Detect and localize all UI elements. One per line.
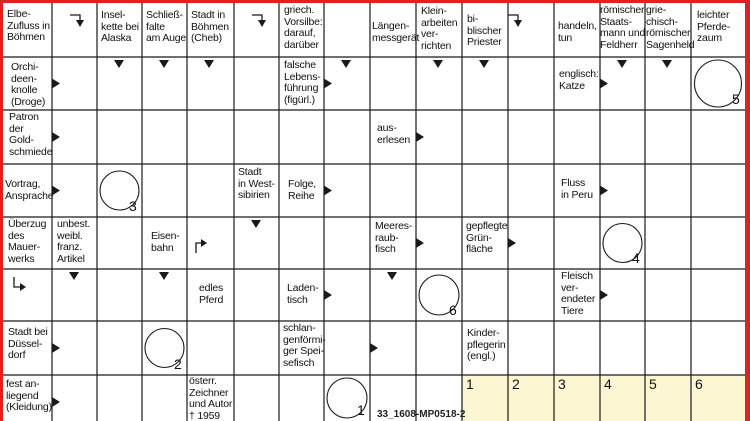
clue-c3 [146,10,186,45]
bent-arrow-line [14,277,20,287]
clue-c16 [9,112,52,158]
arrow-down-icon [204,60,214,68]
arrow-right-icon [324,186,332,196]
bent-arrow-down-icon [258,20,266,27]
clue-c15 [559,69,599,92]
clue-line: in West- [238,177,275,190]
clue-line: Kinder- [467,327,500,339]
clue-line: unbest. [57,218,91,230]
clue-line: Stadt [238,166,262,178]
clue-line: Vorsilbe: [284,15,323,28]
arrow-down-icon [69,272,79,280]
clue-line: sibirien [238,189,270,201]
clue-line: Eisen- [151,230,180,242]
circle-number: 4 [632,250,640,266]
clue-line: Insel- [101,9,126,21]
clue-line: Reihe [288,189,315,202]
clue-line: † 1959 [189,409,220,421]
clue-c26 [466,221,507,256]
clue-line: (Droge) [11,95,46,108]
clue-c34 [189,376,232,421]
bent-arrow-line [196,243,201,253]
clue-line: Klein- [421,5,447,17]
clue-line: richten [421,39,452,52]
clue-line: chisch- [646,15,678,28]
clue-c28 [287,283,319,306]
clue-line: kette bei [101,20,139,33]
arrow-down-icon [341,60,351,68]
clue-c29 [561,271,595,317]
solution-label: 2 [512,376,520,392]
clue-line: sefisch [283,356,315,369]
clue-c4 [191,10,229,45]
clue-line: Laden- [287,282,319,294]
clue-line: am Auge [146,32,187,44]
clue-line: schlan- [283,322,316,334]
clue-line: (Kleidung) [6,401,52,413]
clue-c12 [697,10,730,45]
solution-label: 6 [695,376,703,392]
clue-c23 [57,219,90,265]
circle-number: 2 [174,356,182,372]
clue-c22 [8,219,46,265]
clue-line: fest an- [6,378,40,390]
clue-line: Vortrag, [5,178,41,190]
clue-c2 [101,10,139,45]
clue-line: gepflegte [466,220,508,232]
solution-label: 5 [649,376,657,392]
clue-line: des [8,229,25,242]
clue-line: Stadt in [191,9,226,21]
clue-c10 [600,5,645,51]
clue-line: Gold- [9,134,34,146]
arrow-right-icon [324,290,332,300]
clue-c27 [199,283,223,306]
clue-c1 [7,9,50,44]
clue-line: Stadt bei [8,326,48,338]
clue-line: darüber [284,38,319,51]
arrow-down-icon [387,272,397,280]
arrow-right-icon [600,186,608,196]
clue-line: Schließ- [146,9,183,21]
clue-line: und Autor [189,398,233,410]
clue-line: englisch: [559,68,599,80]
clue-line: führung [284,82,319,94]
clue-line: franz. [57,241,83,253]
clue-c7 [421,6,457,52]
clue-line: Böhmen [7,31,45,43]
circle-number: 3 [129,198,137,214]
clue-line: handeln, [558,20,597,32]
clue-line: (engl.) [467,350,496,362]
clue-c24 [151,231,180,254]
clue-line: Artikel [57,252,85,265]
clue-c11 [646,5,694,51]
clue-c30 [8,327,48,362]
clue-line: Feldherr [600,38,638,51]
arrow-right-icon [370,343,378,353]
clue-line: edles [199,282,224,294]
clue-line: schmiede [9,145,53,158]
clue-line: arbeiten [421,16,458,29]
clue-c31 [283,323,326,369]
clue-line: römischer [600,4,645,16]
clue-line: falsche [284,59,316,71]
clue-line: der [9,122,24,135]
clue-c20 [288,179,316,202]
clue-c8 [467,14,502,49]
frame-top-edge [0,0,750,3]
arrow-down-icon [662,60,672,68]
solution-label: 3 [558,376,566,392]
frame-right-edge [745,0,750,421]
frame-left-edge [0,0,3,421]
arrow-right-icon [600,79,608,89]
clue-line: werks [8,252,35,265]
arrow-right-icon [416,132,424,142]
clue-line: Fleisch [561,270,593,282]
solution-label: 4 [604,376,612,392]
arrow-right-icon [324,79,332,89]
clue-line: (Cheb) [191,32,222,44]
clue-line: Zeichner [189,386,229,399]
clue-line: messgerät [372,31,420,44]
clue-line: deen- [11,72,37,85]
clue-line: darauf, [284,27,316,39]
clue-c17 [377,123,410,146]
clue-c18 [5,179,53,202]
arrow-right-icon [508,238,516,248]
clue-line: Düssel- [8,337,43,350]
clue-line: Tiere [561,304,584,317]
clue-line: Priester [467,36,502,48]
clue-line: Grün- [466,231,492,244]
clue-line: römischer [646,27,691,39]
clue-line: dorf [8,349,26,361]
clue-line: Alaska [101,32,132,44]
circle-number: 1 [357,402,365,418]
clue-line: grie- [646,4,667,16]
clue-line: blischer [467,24,502,37]
arrow-right-icon [416,238,424,248]
clue-line: österr. [189,375,217,387]
clue-line: tisch [287,293,308,306]
clue-line: Folge, [288,178,316,190]
grid-lines [3,3,745,421]
puzzle-code: 33_1608-MP0518-2 [377,409,466,420]
clue-line: Überzug [8,218,47,230]
clue-line: Pferde- [697,20,731,33]
arrow-right-icon [52,343,60,353]
clue-line: pflegerin [467,338,506,351]
clue-c6 [372,21,419,44]
clue-line: genförmi- [283,333,326,346]
bent-arrow-right-icon [201,239,207,247]
clue-line: Patron [9,111,39,123]
clue-c32 [467,328,505,363]
clue-line: Mauer- [8,241,41,253]
clue-line: Pferd [199,293,224,306]
arrow-right-icon [52,132,60,142]
clue-line: Staats- [600,15,632,28]
bent-arrow-down-icon [514,20,522,27]
clue-line: Fluss [561,177,586,189]
clue-line: endeter [561,293,596,305]
clue-c19 [238,167,275,202]
clue-line: Lebens- [284,70,321,83]
clue-line: bi- [467,13,479,25]
clue-c14 [284,60,321,106]
clue-c33 [6,379,52,414]
clue-line: liegend [6,389,39,402]
clue-line: aus- [377,122,397,134]
clue-line: falte [146,20,165,33]
arrow-down-icon [479,60,489,68]
clue-line: Längen- [372,20,410,32]
clue-line: griech. [284,4,315,16]
clue-line: bahn [151,241,174,254]
clue-line: raub- [375,231,399,244]
clue-c25 [375,221,412,256]
arrow-right-icon [600,290,608,300]
clue-line: Orchi- [11,61,39,73]
clue-c21 [561,178,593,201]
clue-line: fisch [375,243,396,255]
clue-line: fläche [466,243,493,255]
clue-line: ver- [421,28,439,40]
clue-line: Katze [559,79,585,92]
clue-line: Zufluss in [7,19,50,32]
arrow-down-icon [433,60,443,68]
clue-line: ger Spei- [283,345,324,357]
clue-line: weibl. [57,229,83,242]
arrow-down-icon [114,60,124,68]
arrow-down-icon [159,60,169,68]
arrow-right-icon [52,79,60,89]
solution-label: 1 [466,376,474,392]
arrow-down-icon [251,220,261,228]
arrow-right-icon [52,397,60,407]
arrow-down-icon [159,272,169,280]
arrow-down-icon [617,60,627,68]
clue-c9 [558,21,597,44]
clue-c5 [284,5,322,51]
clue-c13 [11,62,45,108]
clue-line: in Peru [561,188,593,201]
clue-line: mann und [600,27,646,39]
clue-line: zaum [697,32,722,44]
clue-line: (figürl.) [284,93,315,106]
bent-arrow-down-icon [76,20,84,27]
clue-line: Meeres- [375,220,413,232]
clue-line: knolle [11,84,38,96]
clue-line: Böhmen [191,20,229,33]
clue-line: ver- [561,281,579,294]
clue-line: Elbe- [7,8,31,20]
circle-number: 5 [732,91,740,107]
clue-line: leichter [697,9,730,21]
bent-arrow-right-icon [20,283,26,291]
clue-line: tun [558,31,572,44]
clue-line: Sagenheld [646,38,695,51]
circle-number: 6 [449,302,457,318]
clue-line: Ansprache [5,189,54,202]
clue-line: erlesen [377,133,411,146]
